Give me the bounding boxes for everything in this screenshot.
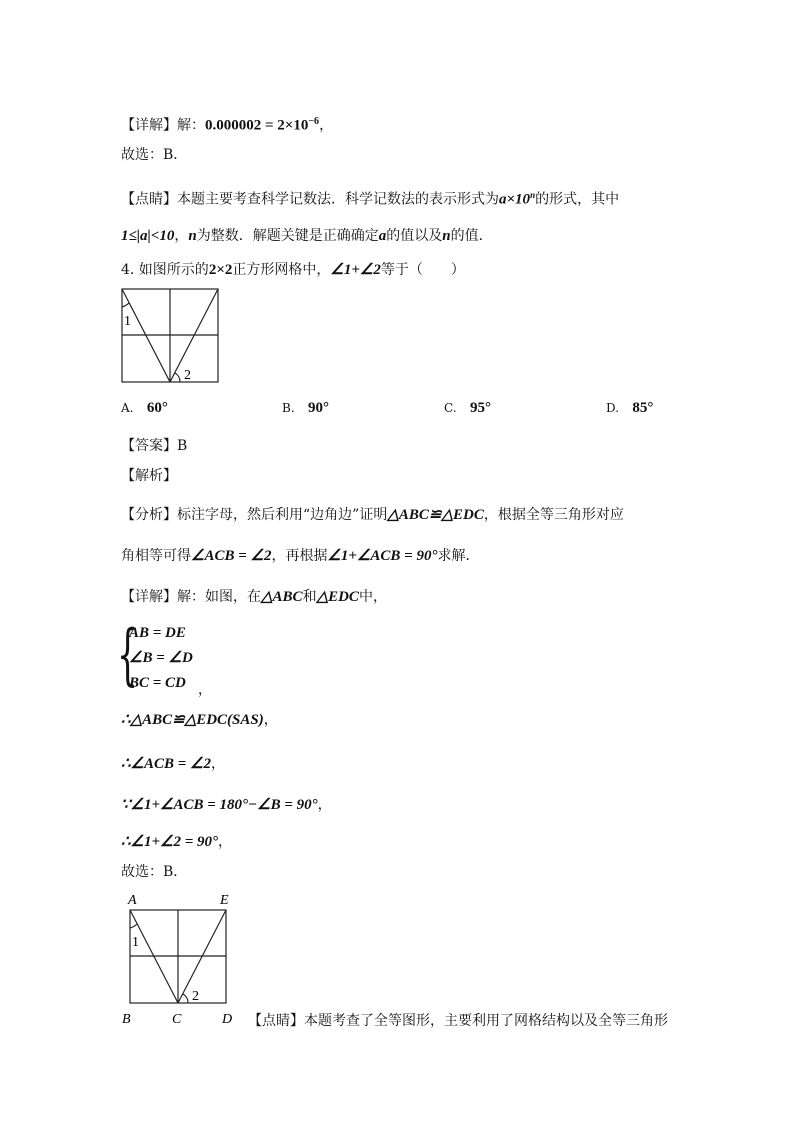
analysis-heading: 【解析】 [121, 468, 177, 484]
point-b-label: B [122, 1012, 131, 1027]
remark-line-final: 【点睛】本题考查了全等图形，主要利用了网格结构以及全等三角形 [248, 1013, 668, 1029]
remark-line-2: 1≤|a|<10，n为整数．解题关键是正确确定a的值以及n的值． [121, 228, 493, 244]
angle-1-label: 1 [132, 935, 139, 950]
choose-line-2: 故选：B． [121, 864, 188, 880]
system-eq-2: ∠B = ∠D [129, 650, 193, 666]
answer-line: 【答案】B [121, 438, 188, 454]
labeled-grid-figure [118, 890, 243, 1030]
question-grid-figure [118, 285, 222, 387]
system-comma: ， [198, 682, 212, 698]
question-4: 4. 如图所示的2×2正方形网格中，∠1+∠2等于（ ） [121, 262, 465, 278]
equation-brace: { [117, 616, 138, 693]
proof-step-2: ∴∠ACB = ∠2， [121, 756, 225, 772]
point-e-label: E [220, 893, 229, 908]
choose-line-1: 故选：B． [121, 147, 188, 163]
option-b[interactable]: B. 90° [282, 400, 329, 416]
proof-step-4: ∴∠1+∠2 = 90°， [121, 834, 233, 850]
angle-2-label: 2 [192, 989, 199, 1004]
system-eq-3: BC = CD [129, 675, 186, 691]
point-d-label: D [222, 1012, 233, 1027]
detail-line-2: 【详解】解：如图，在△ABC和△EDC中， [121, 589, 387, 605]
remark-line-1: 【点睛】本题主要考查科学记数法．科学记数法的表示形式为$a\times 10^n$的形式，其中 [121, 190, 620, 208]
analysis-line-2: 角相等可得∠ACB = ∠2，再根据∠1+∠ACB = 90°求解． [121, 548, 480, 564]
point-a-label: A [128, 893, 137, 908]
option-c[interactable]: C. 95° [444, 400, 491, 416]
proof-step-3: ∵∠1+∠ACB = 180°−∠B = 90°， [121, 797, 332, 813]
system-eq-1: AB = DE [129, 625, 186, 641]
analysis-line-1: 【分析】标注字母，然后利用“边角边”证明△ABC≌△EDC，根据全等三角形对应 [121, 507, 624, 523]
point-c-label: C [172, 1012, 182, 1027]
option-d[interactable]: D. 85° [606, 400, 654, 416]
option-a[interactable]: A. 60° [121, 400, 168, 416]
proof-step-1: ∴△ABC≌△EDC(SAS)， [121, 712, 278, 728]
angle-2-label: 2 [184, 368, 191, 383]
detail-line-1: 【详解】解：$0.000002 = 2\times 10^{-6}$， [121, 116, 334, 134]
angle-1-label: 1 [124, 314, 131, 329]
